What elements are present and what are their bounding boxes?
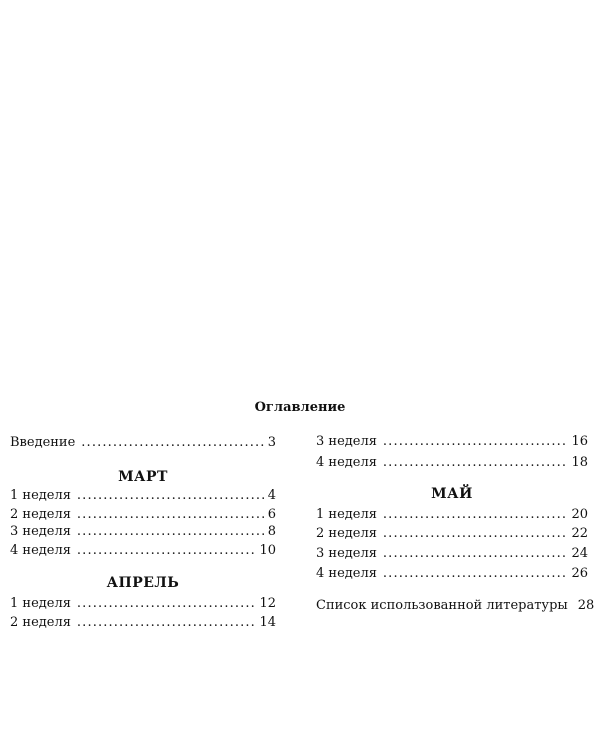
toc-entry-label: 1 неделя <box>316 507 377 522</box>
toc-entry-page: 22 <box>571 526 588 541</box>
toc-entry-page: 12 <box>259 596 276 611</box>
dot-leader <box>383 565 568 583</box>
dot-leader <box>77 614 256 632</box>
toc-entry-page: 18 <box>571 455 588 470</box>
toc-entry-label: 1 неделя <box>10 596 71 611</box>
toc-entry-label: 3 неделя <box>10 524 71 539</box>
dot-leader <box>77 595 256 613</box>
toc-entry-label: 2 неделя <box>10 507 71 522</box>
toc-entry-label: 4 неделя <box>316 566 377 581</box>
dot-leader <box>383 433 568 451</box>
dot-leader <box>383 506 568 524</box>
toc-entry-label: Введение <box>10 435 76 450</box>
toc-title: Оглавление <box>254 400 346 415</box>
toc-entry-march-week-3[interactable] <box>10 523 276 541</box>
toc-entry-label: 1 неделя <box>10 488 71 503</box>
toc-entry-march-week-2[interactable] <box>10 506 276 524</box>
toc-entry-may-week-1[interactable] <box>316 506 588 524</box>
toc-entry-label: 2 неделя <box>10 615 71 630</box>
toc-entry-april-week-1[interactable] <box>10 595 276 613</box>
toc-entry-label: Список использованной литературы <box>316 598 568 613</box>
toc-entry-page: 24 <box>571 546 588 561</box>
section-heading-may: МАЙ <box>431 486 473 502</box>
toc-entry-introduction[interactable] <box>10 434 276 452</box>
toc-entry-march-week-1[interactable] <box>10 487 276 505</box>
dot-leader <box>383 525 568 543</box>
toc-entry-april-week-4[interactable] <box>316 454 588 472</box>
toc-entry-label: 3 неделя <box>316 546 377 561</box>
dot-leader <box>81 434 263 452</box>
toc-entry-page: 16 <box>571 434 588 449</box>
dot-leader <box>77 506 264 524</box>
toc-entry-page: 8 <box>267 524 276 539</box>
toc-entry-page: 6 <box>267 507 276 522</box>
dot-leader <box>77 487 264 505</box>
toc-entry-may-week-3[interactable] <box>316 545 588 563</box>
toc-entry-label: 4 неделя <box>10 543 71 558</box>
toc-entry-page: 10 <box>259 543 276 558</box>
dot-leader <box>77 542 256 560</box>
toc-entry-label: 2 неделя <box>316 526 377 541</box>
toc-entry-may-week-4[interactable] <box>316 565 588 583</box>
section-heading-april: АПРЕЛЬ <box>106 575 180 591</box>
toc-entry-april-week-2[interactable] <box>10 614 276 632</box>
dot-leader <box>383 454 568 472</box>
toc-entry-page: 26 <box>571 566 588 581</box>
dot-leader <box>383 545 568 563</box>
toc-entry-april-week-3[interactable] <box>316 433 588 451</box>
toc-entry-march-week-4[interactable] <box>10 542 276 560</box>
toc-entry-page: 14 <box>259 615 276 630</box>
toc-entry-references[interactable] <box>316 597 595 615</box>
toc-entry-label: 4 неделя <box>316 455 377 470</box>
toc-entry-label: 3 неделя <box>316 434 377 449</box>
toc-entry-page: 3 <box>267 435 276 450</box>
section-heading-march: МАРТ <box>118 469 168 485</box>
toc-entry-page: 4 <box>267 488 276 503</box>
dot-leader <box>77 523 264 541</box>
toc-entry-page: 28 <box>577 598 595 613</box>
toc-entry-page: 20 <box>571 507 588 522</box>
toc-entry-may-week-2[interactable] <box>316 525 588 543</box>
